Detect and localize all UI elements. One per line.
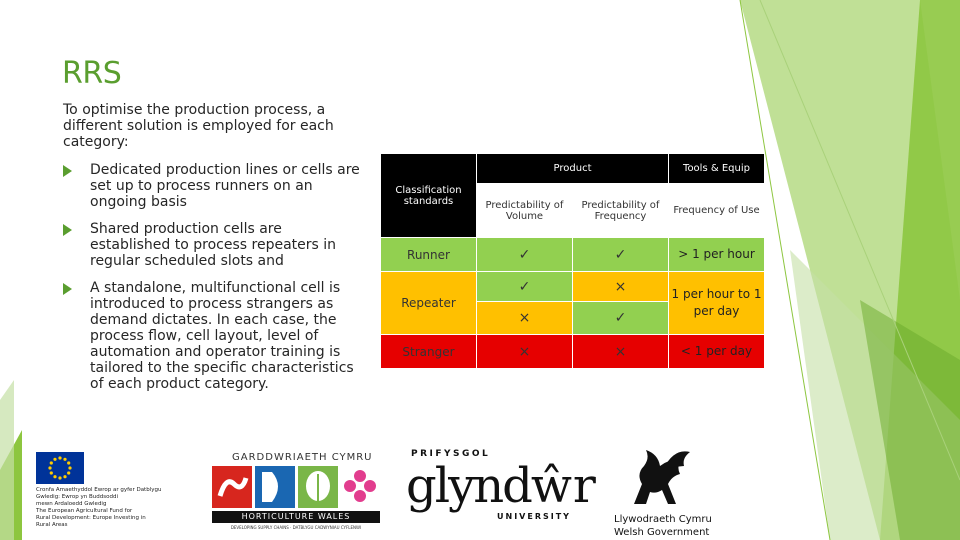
glyndwr-prifysgol: PRIFYSGOL	[411, 449, 491, 459]
logo-strip	[0, 430, 960, 540]
bullet-item	[63, 162, 363, 210]
runner-frequency: > 1 per hour	[669, 238, 765, 272]
classification-header: Classification standards	[381, 154, 477, 238]
bullet-text: Shared production cells are established to process repeaters in regular scheduled slots and	[90, 221, 337, 269]
volume-subheader: Predictability of Volume	[477, 184, 573, 238]
check-icon: ✓	[573, 302, 669, 335]
stranger-frequency: < 1 per day	[669, 335, 765, 369]
cross-icon: ×	[573, 272, 669, 302]
intro-text: To optimise the production process, a different solution is employed for each category:	[63, 102, 334, 150]
cross-icon: ×	[477, 335, 573, 369]
eu-flag-icon	[36, 452, 84, 484]
frequency-subheader: Predictability of Frequency	[573, 184, 669, 238]
cross-icon: ×	[477, 302, 573, 335]
bullet-list	[63, 162, 363, 403]
bullet-item	[63, 221, 363, 269]
horticulture-title: GARDDWRIAETH CYMRU	[232, 452, 373, 463]
slide-title: RRS	[62, 56, 122, 91]
welsh-gov-english-name: Welsh Government	[614, 527, 710, 538]
tools-header: Tools & Equip	[669, 154, 765, 184]
eu-caption	[36, 487, 196, 529]
bullet-text: Dedicated production lines or cells are set up to process runners on an ongoing basis	[90, 162, 360, 210]
arrow-bullet-icon	[63, 165, 72, 177]
horticulture-subtitle: DEVELOPING SUPPLY CHAINS · DATBLYGU CADWYNIAU CYFLENWI	[230, 525, 362, 530]
check-icon: ✓	[477, 272, 573, 302]
horticulture-band: HORTICULTURE WALES	[212, 511, 380, 523]
arrow-bullet-icon	[63, 224, 72, 236]
eu-caption-line: Rural Development: Europe Investing in	[36, 515, 146, 521]
product-header: Product	[477, 154, 669, 184]
eu-caption-line: The European Agricultural Fund for	[36, 508, 133, 514]
stranger-label: Stranger	[381, 335, 477, 369]
rrs-classification-table	[380, 153, 765, 369]
welsh-gov-welsh-name: Llywodraeth Cymru	[614, 514, 712, 525]
glyndwr-wordmark: glyndŵr	[406, 458, 594, 514]
repeater-label: Repeater	[381, 272, 477, 335]
runner-label: Runner	[381, 238, 477, 272]
check-icon: ✓	[477, 238, 573, 272]
eu-caption-line: Cronfa Amaethyddol Ewrop ar gyfer Datblygu	[36, 487, 162, 493]
eu-caption-line: Rural Areas	[36, 522, 68, 528]
bullet-text: A standalone, multifunctional cell is introduced to process strangers as demand dictates. In each case, the process flow, cell layout, level of automation and operator training is tailored to the specific characteristics of each product category.	[90, 280, 354, 392]
eu-caption-line: Gwledig: Ewrop yn Buddsoddi	[36, 494, 118, 500]
use-subheader: Frequency of Use	[669, 184, 765, 238]
horticulture-icons	[212, 466, 380, 508]
cross-icon: ×	[573, 335, 669, 369]
glyndwr-university: UNIVERSITY	[497, 512, 571, 521]
repeater-frequency: 1 per hour to 1 per day	[669, 272, 765, 335]
arrow-bullet-icon	[63, 283, 72, 295]
bullet-item	[63, 280, 363, 392]
check-icon: ✓	[573, 238, 669, 272]
eu-caption-line: mewn Ardaloedd Gwledig	[36, 501, 107, 507]
welsh-dragon-icon	[624, 444, 694, 510]
